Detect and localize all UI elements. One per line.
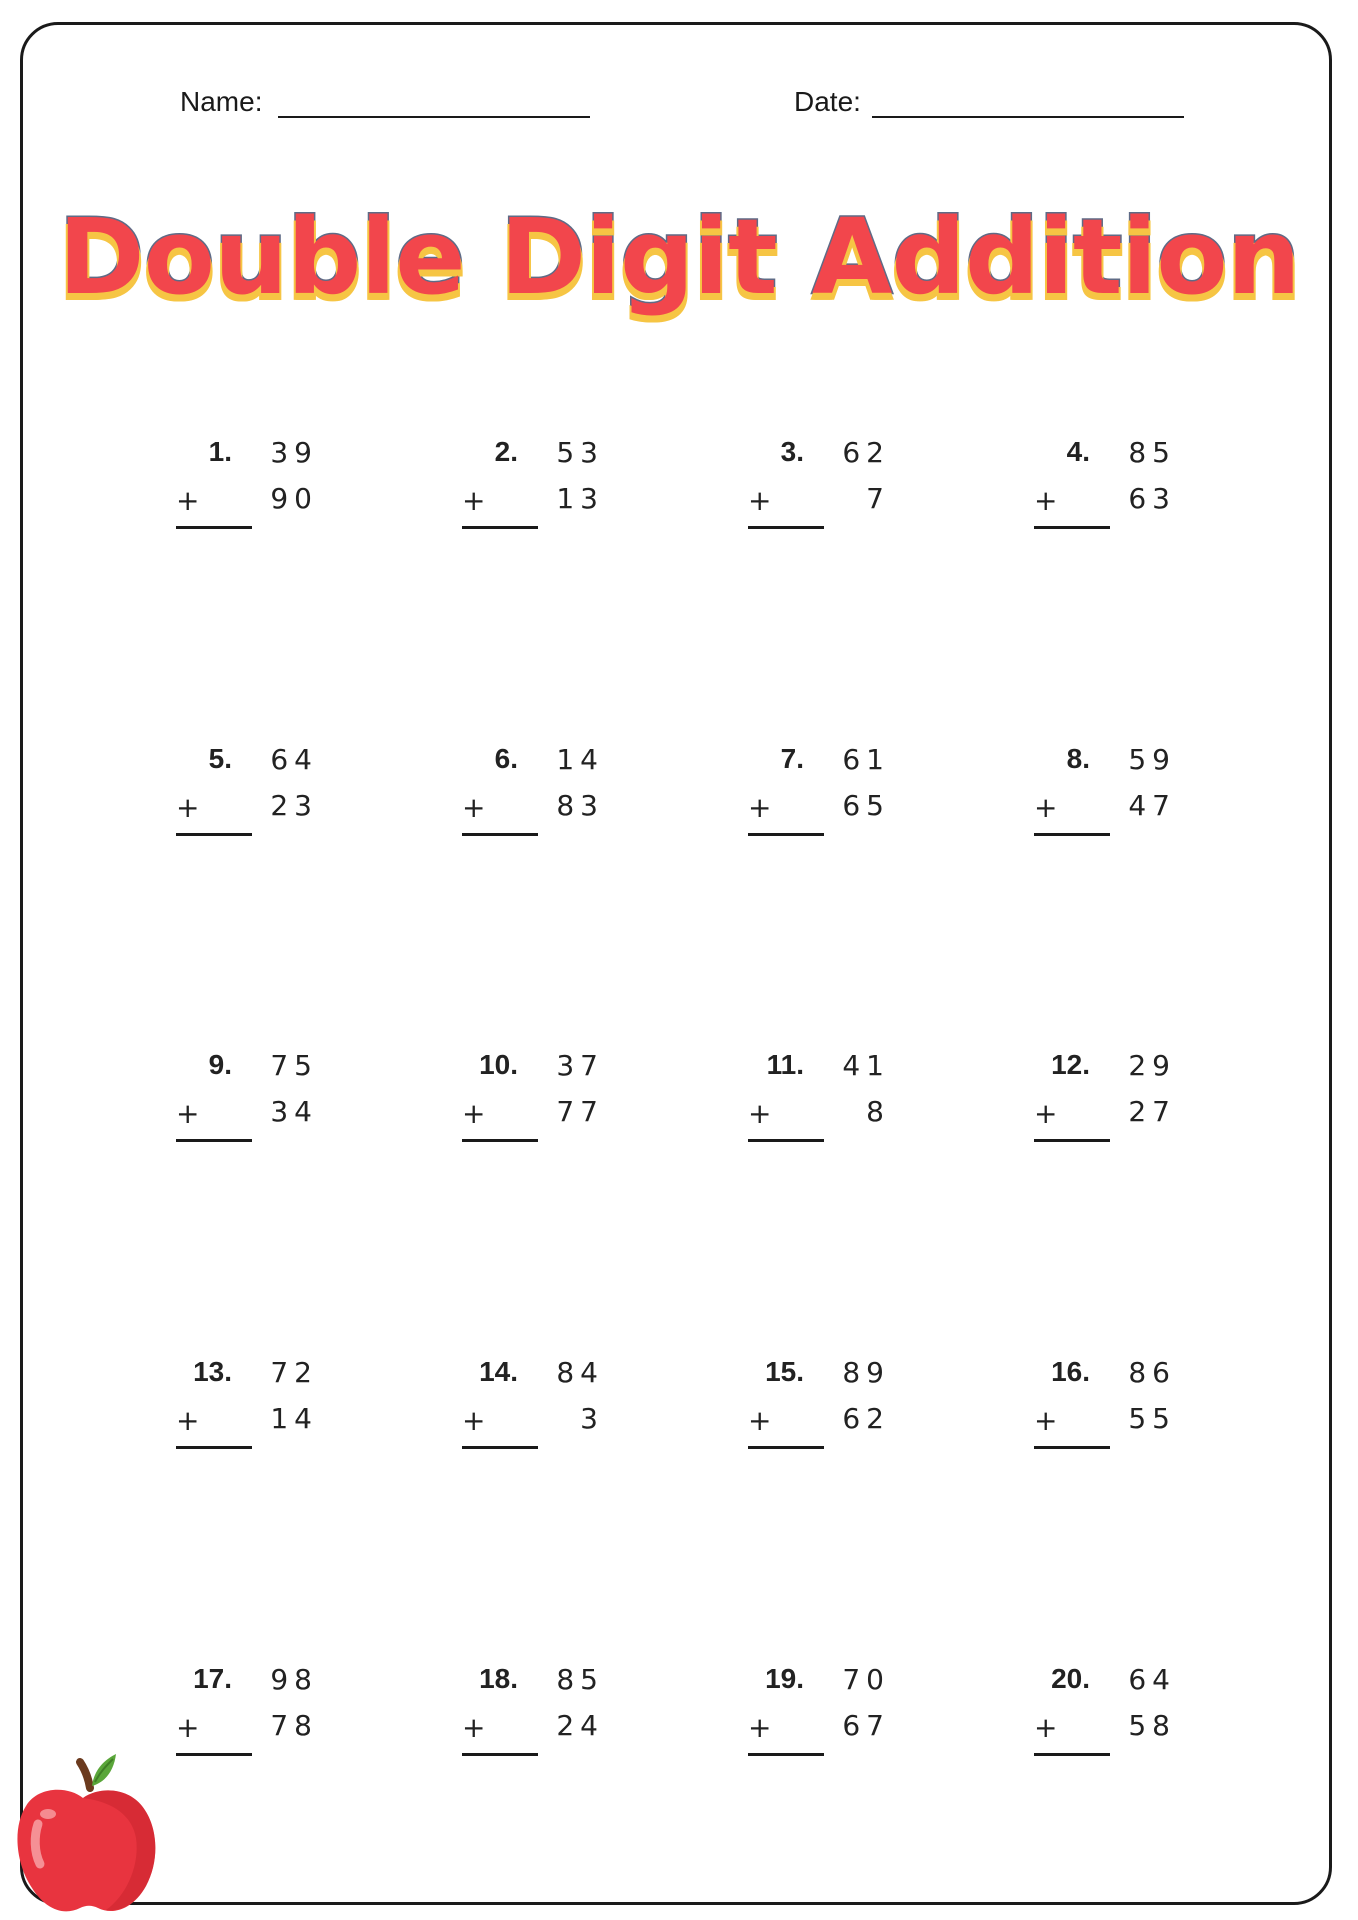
problem-15: [680, 1356, 890, 1456]
addend-top: 70: [842, 1663, 890, 1696]
plus-sign: +: [462, 1404, 486, 1437]
problem-number: 16.: [1051, 1356, 1090, 1387]
addend-top: 61: [842, 743, 890, 776]
plus-sign: +: [1034, 1404, 1058, 1437]
problem-number: 19.: [765, 1663, 804, 1694]
addend-top: 75: [270, 1049, 318, 1082]
problem-13: [108, 1356, 318, 1456]
plus-sign: +: [748, 791, 772, 824]
addend-top: 29: [1128, 1049, 1176, 1082]
plus-sign: +: [176, 1097, 200, 1130]
answer-line[interactable]: [176, 1446, 252, 1449]
answer-line[interactable]: [1034, 833, 1110, 836]
problem-number: 10.: [479, 1049, 518, 1080]
answer-line[interactable]: [176, 1753, 252, 1756]
plus-sign: +: [176, 1404, 200, 1437]
problem-number: 7.: [780, 743, 804, 774]
addend-top: 98: [270, 1663, 318, 1696]
addend-top: 37: [556, 1049, 604, 1082]
problem-number: 12.: [1051, 1049, 1090, 1080]
addend-bottom: 83: [556, 789, 604, 822]
addend-bottom: 3: [580, 1402, 604, 1435]
answer-line[interactable]: [462, 1753, 538, 1756]
addend-bottom: 58: [1128, 1709, 1176, 1742]
problem-12: [966, 1049, 1176, 1149]
problem-19: [680, 1663, 890, 1763]
answer-line[interactable]: [462, 1446, 538, 1449]
addend-bottom: 63: [1128, 482, 1176, 515]
plus-sign: +: [176, 484, 200, 517]
addend-top: 53: [556, 436, 604, 469]
problem-number: 11.: [766, 1049, 804, 1080]
problem-number: 20.: [1051, 1663, 1090, 1694]
addend-top: 39: [270, 436, 318, 469]
problem-number: 4.: [1066, 436, 1090, 467]
problem-number: 1.: [208, 436, 232, 467]
plus-sign: +: [1034, 791, 1058, 824]
answer-line[interactable]: [748, 833, 824, 836]
addend-top: 64: [1128, 1663, 1176, 1696]
problem-3: [680, 436, 890, 536]
problem-number: 14.: [479, 1356, 518, 1387]
answer-line[interactable]: [462, 526, 538, 529]
answer-line[interactable]: [748, 1139, 824, 1142]
problem-6: [394, 743, 604, 843]
addend-bottom: 24: [556, 1709, 604, 1742]
answer-line[interactable]: [748, 526, 824, 529]
problem-11: [680, 1049, 890, 1149]
addend-bottom: 62: [842, 1402, 890, 1435]
plus-sign: +: [748, 1404, 772, 1437]
answer-line[interactable]: [1034, 526, 1110, 529]
problem-14: [394, 1356, 604, 1456]
answer-line[interactable]: [462, 833, 538, 836]
problem-18: [394, 1663, 604, 1763]
problem-7: [680, 743, 890, 843]
addend-bottom: 34: [270, 1095, 318, 1128]
plus-sign: +: [176, 1711, 200, 1744]
answer-line[interactable]: [176, 526, 252, 529]
problem-1: [108, 436, 318, 536]
answer-line[interactable]: [1034, 1446, 1110, 1449]
apple-icon: [8, 1740, 158, 1920]
problem-9: [108, 1049, 318, 1149]
addend-top: 85: [1128, 436, 1176, 469]
answer-line[interactable]: [462, 1139, 538, 1142]
answer-line[interactable]: [1034, 1753, 1110, 1756]
addend-top: 62: [842, 436, 890, 469]
plus-sign: +: [462, 1097, 486, 1130]
problem-number: 2.: [494, 436, 518, 467]
problem-2: [394, 436, 604, 536]
problem-number: 9.: [208, 1049, 232, 1080]
addend-bottom: 67: [842, 1709, 890, 1742]
answer-line[interactable]: [748, 1753, 824, 1756]
problem-8: [966, 743, 1176, 843]
problem-20: [966, 1663, 1176, 1763]
addend-top: 59: [1128, 743, 1176, 776]
problem-number: 17.: [193, 1663, 232, 1694]
answer-line[interactable]: [176, 1139, 252, 1142]
addend-top: 72: [270, 1356, 318, 1389]
plus-sign: +: [1034, 484, 1058, 517]
addend-bottom: 8: [866, 1095, 890, 1128]
plus-sign: +: [748, 484, 772, 517]
problem-4: [966, 436, 1176, 536]
plus-sign: +: [1034, 1711, 1058, 1744]
plus-sign: +: [748, 1097, 772, 1130]
problem-number: 8.: [1066, 743, 1090, 774]
problem-number: 5.: [208, 743, 232, 774]
date-label: Date:: [794, 86, 861, 117]
plus-sign: +: [748, 1711, 772, 1744]
addend-top: 84: [556, 1356, 604, 1389]
addend-top: 41: [842, 1049, 890, 1082]
addend-bottom: 78: [270, 1709, 318, 1742]
addend-top: 85: [556, 1663, 604, 1696]
addend-bottom: 14: [270, 1402, 318, 1435]
addend-bottom: 13: [556, 482, 604, 515]
problem-number: 6.: [494, 743, 518, 774]
problem-16: [966, 1356, 1176, 1456]
addend-top: 64: [270, 743, 318, 776]
addend-bottom: 7: [866, 482, 890, 515]
addend-top: 86: [1128, 1356, 1176, 1389]
plus-sign: +: [1034, 1097, 1058, 1130]
plus-sign: +: [462, 484, 486, 517]
worksheet-title: Double Digit Addition: [58, 196, 1300, 318]
name-label: Name:: [180, 86, 263, 117]
addend-top: 89: [842, 1356, 890, 1389]
addend-bottom: 47: [1128, 789, 1176, 822]
plus-sign: +: [462, 791, 486, 824]
addend-bottom: 90: [270, 482, 318, 515]
problem-number: 18.: [479, 1663, 518, 1694]
addend-top: 14: [556, 743, 604, 776]
problem-number: 13.: [193, 1356, 232, 1387]
addend-bottom: 77: [556, 1095, 604, 1128]
problem-number: 15.: [765, 1356, 804, 1387]
plus-sign: +: [176, 791, 200, 824]
answer-line[interactable]: [748, 1446, 824, 1449]
addend-bottom: 65: [842, 789, 890, 822]
answer-line[interactable]: [1034, 1139, 1110, 1142]
answer-line[interactable]: [176, 833, 252, 836]
problem-5: [108, 743, 318, 843]
addend-bottom: 55: [1128, 1402, 1176, 1435]
addend-bottom: 27: [1128, 1095, 1176, 1128]
problem-10: [394, 1049, 604, 1149]
plus-sign: +: [462, 1711, 486, 1744]
addend-bottom: 23: [270, 789, 318, 822]
problem-number: 3.: [780, 436, 804, 467]
